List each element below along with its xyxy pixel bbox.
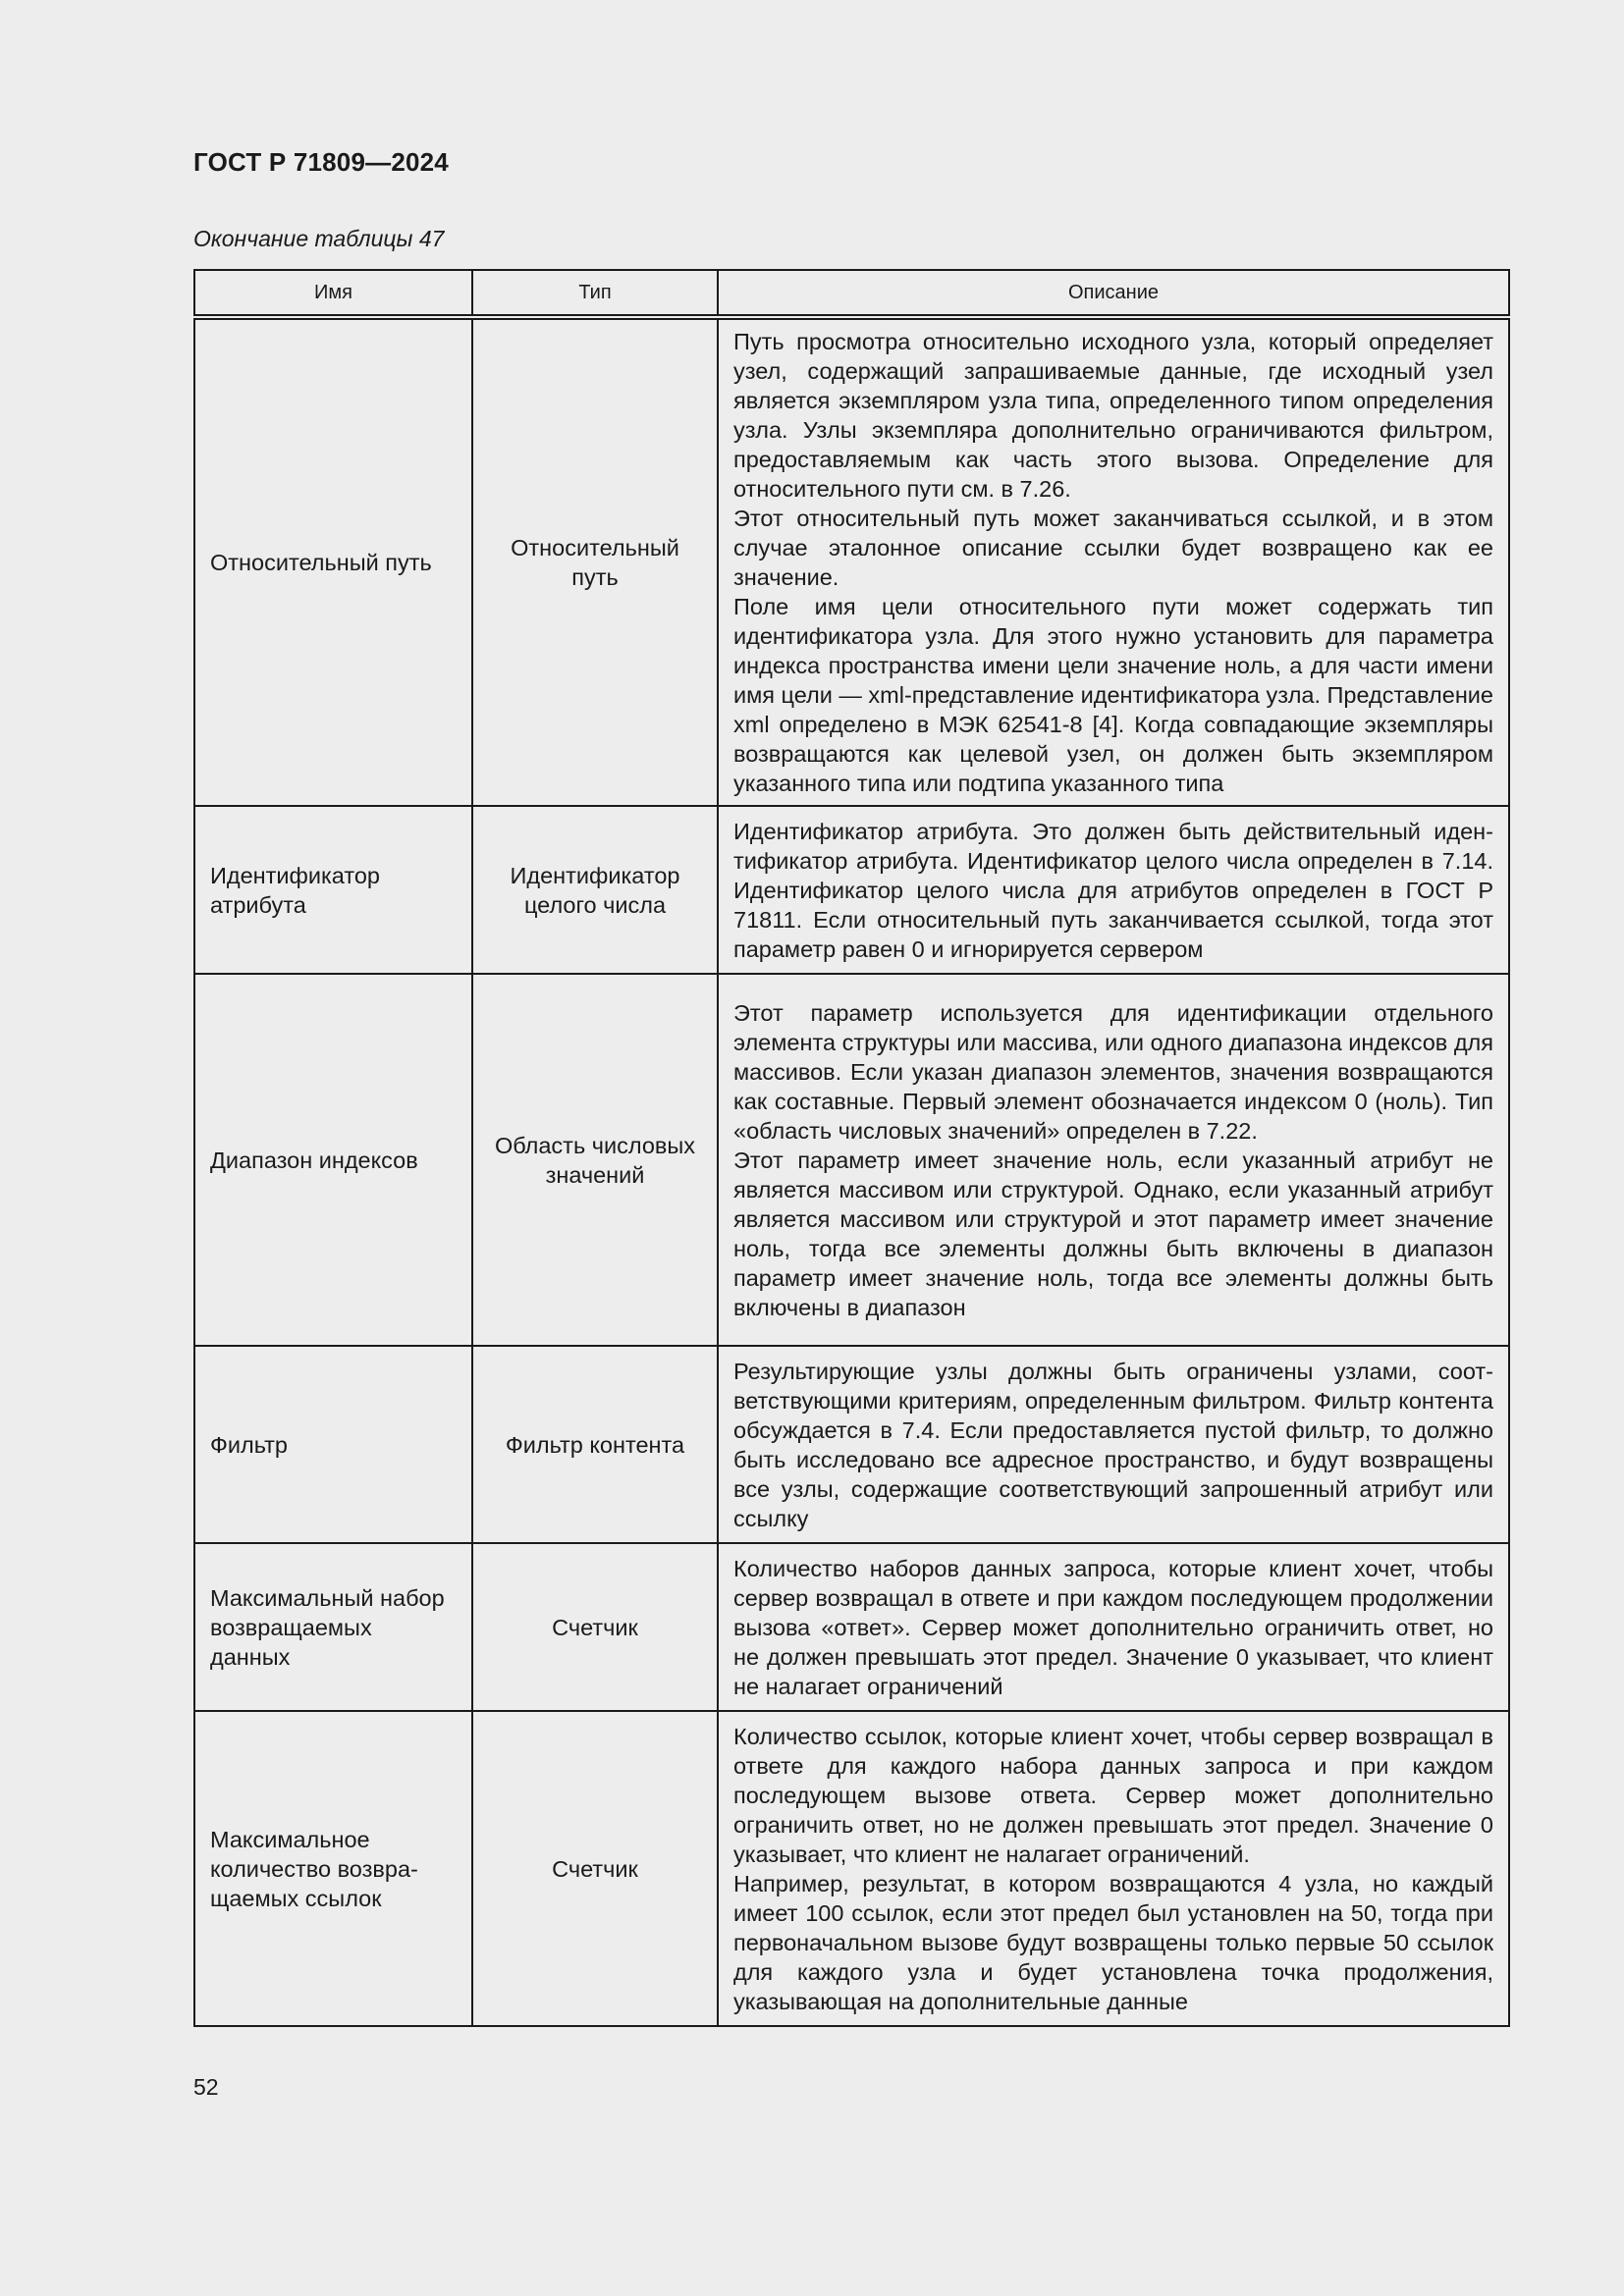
row-description-cell <box>718 317 1509 806</box>
row-name-cell: Идентификатор атрибута <box>194 806 472 974</box>
column-header-name: Имя <box>194 270 472 317</box>
row-type-cell: Счетчик <box>472 1543 718 1711</box>
row-description-cell <box>718 1543 1509 1711</box>
table-header-row <box>194 270 1509 317</box>
parameters-table <box>193 269 1510 2027</box>
row-type-cell: Относительный путь <box>472 317 718 806</box>
description-paragraph: Количество ссылок, которые клиент хочет, чтобы сервер возвращал в ответе для каждого набора данных запроса и при каждом последующем вызове ответа. Сервер может дополнительно ограничить ответ, но не должен превышать этот предел. Значение 0 указывает, что клиент не налагает ограничений. <box>733 1723 1493 1867</box>
description-paragraph: Поле имя цели относительного пути может содержать тип идентификатора узла. Для этого нужно установить для параметра индекса пространства имени цели значение ноль, а для части имени имя цели — xml-представление идентификатора узла. Представление xml определено в МЭК 62541-8 [4]. Когда совпадающие экземпляры возвращаются как целевой узел, он должен быть экземпляром указанного типа или подтипа указанного типа <box>733 594 1493 796</box>
column-header-description: Описание <box>718 270 1509 317</box>
row-name-cell: Максимальный набор возвращаемых данных <box>194 1543 472 1711</box>
description-paragraph: Результирующие узлы должны быть ограничены узлами, соответствующими критериям, определенным фильтром. Фильтр контента обсуждается в 7.4. Если предоставляется пустой фильтр, то должно быть исследовано все адресное пространство, и будут возвращены все узлы, содержащие соответствующий запрошенный атрибут или ссылку <box>733 1358 1493 1531</box>
row-type-cell: Фильтр контента <box>472 1346 718 1543</box>
row-name-cell: Относительный путь <box>194 317 472 806</box>
description-paragraph: Этот параметр используется для идентификации отдельного элемента структуры или массива, или одного диапазона индексов для массивов. Если указан диапазон элементов, значения возвращаются как составные. Первый элемент обозначается индексом 0 (ноль). Тип «область числовых значений» определен в 7.22. <box>733 999 1493 1144</box>
row-type-cell: Идентификатор целого числа <box>472 806 718 974</box>
document-header: ГОСТ Р 71809—2024 <box>193 147 449 177</box>
row-name-cell: Диапазон индексов <box>194 974 472 1346</box>
description-paragraph: Идентификатор атрибута. Это должен быть действительный идентификатор атрибута. Идентификатор целого числа определен в 7.14. Идентификатор целого числа для атрибутов определен в ГОСТ Р 71811. Если относительный путь заканчивается ссылкой, тогда этот параметр равен 0 и игнорируется сервером <box>733 818 1493 962</box>
row-name-cell: Максимальное количество возвращаемых ссылок <box>194 1711 472 2026</box>
table-row <box>194 806 1509 974</box>
row-description-cell <box>718 1711 1509 2026</box>
row-description-cell <box>718 806 1509 974</box>
description-paragraph: Путь просмотра относительно исходного узла, который определяет узел, содержащий запрашиваемые данные, где исходный узел является экземпляром узла типа, определенного типом определения узла. Узлы экземпляра дополнительно ограничиваются фильтром, предоставляемым как часть этого вызова. Определение для относительного пути см. в 7.26. <box>733 329 1493 502</box>
row-name-cell: Фильтр <box>194 1346 472 1543</box>
table-row <box>194 1543 1509 1711</box>
table-row <box>194 974 1509 1346</box>
row-description-cell <box>718 974 1509 1346</box>
description-paragraph: Количество наборов данных запроса, которые клиент хочет, чтобы сервер возвращал в ответе и при каждом последующем продолжении вызова «ответ». Сервер может дополнительно ограничить ответ, но не должен превышать этот предел. Значение 0 указывает, что клиент не налагает ограничений <box>733 1555 1493 1699</box>
table-row <box>194 317 1509 806</box>
column-header-type: Тип <box>472 270 718 317</box>
description-paragraph: Например, результат, в котором возвращаются 4 узла, но каждый имеет 100 ссылок, если этот предел был установлен на 50, тогда при первоначальном вызове будут возвращены только первые 50 ссылок для каждого узла и будет установлена точка продолжения, указывающая на дополнительные данные <box>733 1870 1493 2014</box>
table-caption: Окончание таблицы 47 <box>193 226 445 251</box>
table-row <box>194 1711 1509 2026</box>
description-paragraph: Этот относительный путь может заканчиваться ссылкой, и в этом случае эталонное описание ссылки будет возвращено как ее значение. <box>733 506 1493 590</box>
row-type-cell: Счетчик <box>472 1711 718 2026</box>
description-paragraph: Этот параметр имеет значение ноль, если указанный атрибут не является массивом или структурой. Однако, если указанный атрибут является массивом или структурой и этот параметр имеет значение ноль, тогда все элементы должны быть включены в диапазон параметр имеет значение ноль, тогда все элементы должны быть включены в диапазон <box>733 1147 1493 1320</box>
page-number: 52 <box>193 2074 219 2100</box>
row-description-cell <box>718 1346 1509 1543</box>
table-row <box>194 1346 1509 1543</box>
row-type-cell: Область числовых значений <box>472 974 718 1346</box>
